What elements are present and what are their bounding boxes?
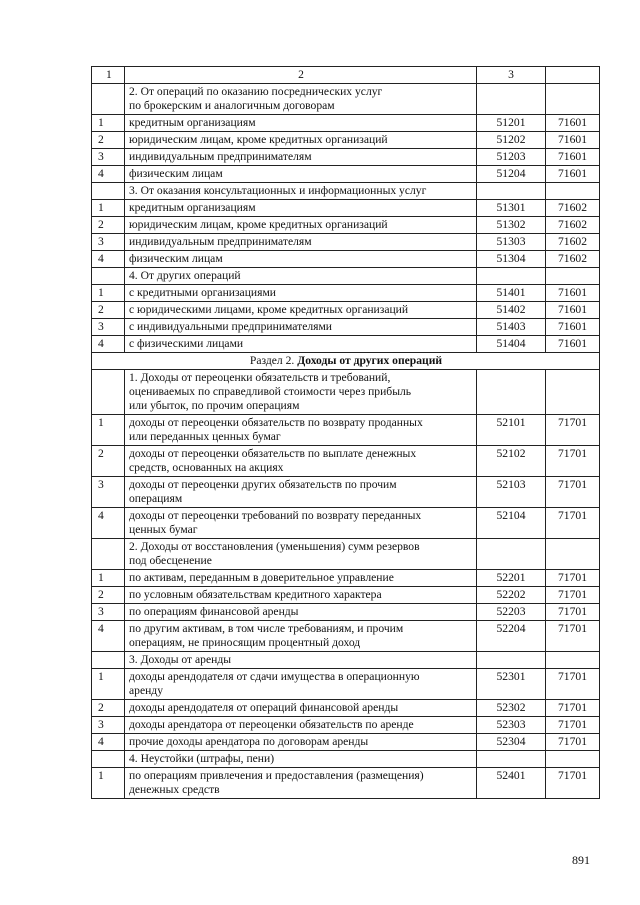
group-row (92, 751, 600, 768)
row-description: кредитным организациям (125, 115, 477, 132)
row-number: 2 (92, 446, 125, 477)
account-code: 51204 (477, 166, 546, 183)
row-description: доходы арендодателя от сдачи имущества в операционную аренду (125, 669, 477, 700)
table-row (92, 166, 600, 183)
symbol-code (546, 370, 600, 415)
account-code: 51202 (477, 132, 546, 149)
group-title: 2. Доходы от восстановления (уменьшения) сумм резервов под обесценение (125, 539, 477, 570)
group-row (92, 268, 600, 285)
row-number: 4 (92, 508, 125, 539)
row-description: с физическими лицами (125, 336, 477, 353)
header-cell-4 (546, 67, 600, 84)
account-code: 51303 (477, 234, 546, 251)
symbol-code: 71601 (546, 302, 600, 319)
row-description: по операциям финансовой аренды (125, 604, 477, 621)
row-number: 2 (92, 132, 125, 149)
symbol-code: 71602 (546, 217, 600, 234)
row-description: кредитным организациям (125, 200, 477, 217)
row-number: 4 (92, 251, 125, 268)
symbol-code: 71701 (546, 477, 600, 508)
row-number (92, 268, 125, 285)
symbol-code: 71701 (546, 621, 600, 652)
page-number: 891 (572, 853, 590, 867)
account-code: 52303 (477, 717, 546, 734)
row-description: с юридическими лицами, кроме кредитных организаций (125, 302, 477, 319)
account-code: 52202 (477, 587, 546, 604)
row-description: доходы арендодателя от операций финансовой аренды (125, 700, 477, 717)
table-row (92, 132, 600, 149)
row-description: доходы арендатора от переоценки обязательств по аренде (125, 717, 477, 734)
row-description: индивидуальным предпринимателям (125, 149, 477, 166)
account-code: 52204 (477, 621, 546, 652)
row-description: прочие доходы арендатора по договорам аренды (125, 734, 477, 751)
symbol-code: 71701 (546, 587, 600, 604)
row-number: 3 (92, 234, 125, 251)
symbol-code: 71701 (546, 768, 600, 799)
row-description: доходы от переоценки других обязательств по прочим операциям (125, 477, 477, 508)
row-number: 4 (92, 734, 125, 751)
symbol-code: 71701 (546, 669, 600, 700)
row-description: физическим лицам (125, 166, 477, 183)
row-number: 3 (92, 604, 125, 621)
symbol-code: 71601 (546, 319, 600, 336)
row-description: по активам, переданным в доверительное управление (125, 570, 477, 587)
account-code: 52102 (477, 446, 546, 477)
group-title: 3. От оказания консультационных и информационных услуг (125, 183, 477, 200)
group-row (92, 370, 600, 415)
header-row (92, 67, 600, 84)
row-number: 2 (92, 700, 125, 717)
row-description: юридическим лицам, кроме кредитных организаций (125, 217, 477, 234)
row-description: по другим активам, в том числе требованиям, и прочим операциям, не приносящим процентный доход (125, 621, 477, 652)
symbol-code (546, 539, 600, 570)
row-number (92, 370, 125, 415)
symbol-code (546, 652, 600, 669)
symbol-code: 71701 (546, 700, 600, 717)
row-description: с кредитными организациями (125, 285, 477, 302)
table-row (92, 700, 600, 717)
row-number (92, 183, 125, 200)
symbol-code: 71701 (546, 717, 600, 734)
account-code: 51302 (477, 217, 546, 234)
symbol-code: 71601 (546, 336, 600, 353)
header-cell-1: 1 (92, 67, 125, 84)
symbol-code: 71602 (546, 234, 600, 251)
group-title: 2. От операций по оказанию посреднических услуг по брокерским и аналогичным договорам (125, 84, 477, 115)
table-row (92, 604, 600, 621)
row-number (92, 84, 125, 115)
row-description: с индивидуальными предпринимателями (125, 319, 477, 336)
account-code (477, 268, 546, 285)
account-code: 52203 (477, 604, 546, 621)
group-row (92, 183, 600, 200)
table-row (92, 302, 600, 319)
table-row (92, 234, 600, 251)
row-number (92, 751, 125, 768)
table-row (92, 508, 600, 539)
symbol-code: 71601 (546, 132, 600, 149)
row-number: 2 (92, 217, 125, 234)
symbol-code: 71602 (546, 251, 600, 268)
account-table (91, 66, 600, 799)
table-row (92, 251, 600, 268)
account-code: 51404 (477, 336, 546, 353)
row-number: 1 (92, 415, 125, 446)
row-number: 3 (92, 149, 125, 166)
account-code (477, 539, 546, 570)
group-title: 3. Доходы от аренды (125, 652, 477, 669)
row-description: доходы от переоценки требований по возврату переданных ценных бумаг (125, 508, 477, 539)
symbol-code: 71701 (546, 604, 600, 621)
account-code (477, 370, 546, 415)
account-code: 52101 (477, 415, 546, 446)
row-description: по операциям привлечения и предоставления (размещения) денежных средств (125, 768, 477, 799)
account-code: 52104 (477, 508, 546, 539)
table-row (92, 115, 600, 132)
symbol-code: 71601 (546, 115, 600, 132)
row-description: индивидуальным предпринимателям (125, 234, 477, 251)
header-cell-2: 2 (125, 67, 477, 84)
account-code (477, 751, 546, 768)
account-code: 51201 (477, 115, 546, 132)
table-row (92, 200, 600, 217)
account-code (477, 183, 546, 200)
row-number: 1 (92, 669, 125, 700)
table-body (92, 67, 600, 799)
row-number (92, 539, 125, 570)
row-number: 1 (92, 768, 125, 799)
row-description: по условным обязательствам кредитного характера (125, 587, 477, 604)
symbol-code: 71701 (546, 570, 600, 587)
account-code: 52302 (477, 700, 546, 717)
table-row (92, 768, 600, 799)
section-row (92, 353, 600, 370)
row-number: 1 (92, 200, 125, 217)
table-row (92, 717, 600, 734)
row-number: 2 (92, 587, 125, 604)
symbol-code: 71601 (546, 285, 600, 302)
row-number: 1 (92, 285, 125, 302)
row-number: 3 (92, 477, 125, 508)
row-number: 4 (92, 166, 125, 183)
table-row (92, 734, 600, 751)
table-row (92, 669, 600, 700)
row-number: 2 (92, 302, 125, 319)
row-number: 1 (92, 115, 125, 132)
table-row (92, 570, 600, 587)
table-row (92, 477, 600, 508)
account-code: 52401 (477, 768, 546, 799)
account-code: 51304 (477, 251, 546, 268)
table-row (92, 149, 600, 166)
account-code: 52103 (477, 477, 546, 508)
row-number: 1 (92, 570, 125, 587)
account-code: 51402 (477, 302, 546, 319)
table-row (92, 336, 600, 353)
account-code: 51203 (477, 149, 546, 166)
symbol-code (546, 84, 600, 115)
group-row (92, 652, 600, 669)
row-number: 3 (92, 717, 125, 734)
table-row (92, 285, 600, 302)
table-row (92, 446, 600, 477)
row-description: юридическим лицам, кроме кредитных организаций (125, 132, 477, 149)
account-code: 52301 (477, 669, 546, 700)
table-row (92, 217, 600, 234)
row-number: 4 (92, 336, 125, 353)
symbol-code: 71701 (546, 734, 600, 751)
symbol-code (546, 751, 600, 768)
section-name: Доходы от других операций (297, 354, 443, 367)
row-description: доходы от переоценки обязательств по выплате денежных средств, основанных на акциях (125, 446, 477, 477)
group-title: 4. От других операций (125, 268, 477, 285)
account-code (477, 652, 546, 669)
header-cell-3: 3 (477, 67, 546, 84)
table-row (92, 621, 600, 652)
account-code (477, 84, 546, 115)
account-code: 52201 (477, 570, 546, 587)
section-prefix: Раздел 2. (249, 354, 298, 367)
symbol-code: 71601 (546, 149, 600, 166)
row-description: физическим лицам (125, 251, 477, 268)
account-code: 51301 (477, 200, 546, 217)
section-title (92, 353, 600, 370)
symbol-code: 71701 (546, 415, 600, 446)
group-title: 1. Доходы от переоценки обязательств и требований, оцениваемых по справедливой стоимости через прибыль или убыток, по прочим операциям (125, 370, 477, 415)
symbol-code: 71602 (546, 200, 600, 217)
symbol-code (546, 183, 600, 200)
row-description: доходы от переоценки обязательств по возврату проданных или переданных ценных бумаг (125, 415, 477, 446)
symbol-code: 71601 (546, 166, 600, 183)
table-row (92, 415, 600, 446)
group-title: 4. Неустойки (штрафы, пени) (125, 751, 477, 768)
account-code: 51401 (477, 285, 546, 302)
symbol-code: 71701 (546, 508, 600, 539)
symbol-code (546, 268, 600, 285)
account-code: 52304 (477, 734, 546, 751)
table-row (92, 319, 600, 336)
group-row (92, 539, 600, 570)
group-row (92, 84, 600, 115)
row-number (92, 652, 125, 669)
row-number: 3 (92, 319, 125, 336)
table-row (92, 587, 600, 604)
row-number: 4 (92, 621, 125, 652)
symbol-code: 71701 (546, 446, 600, 477)
account-code: 51403 (477, 319, 546, 336)
